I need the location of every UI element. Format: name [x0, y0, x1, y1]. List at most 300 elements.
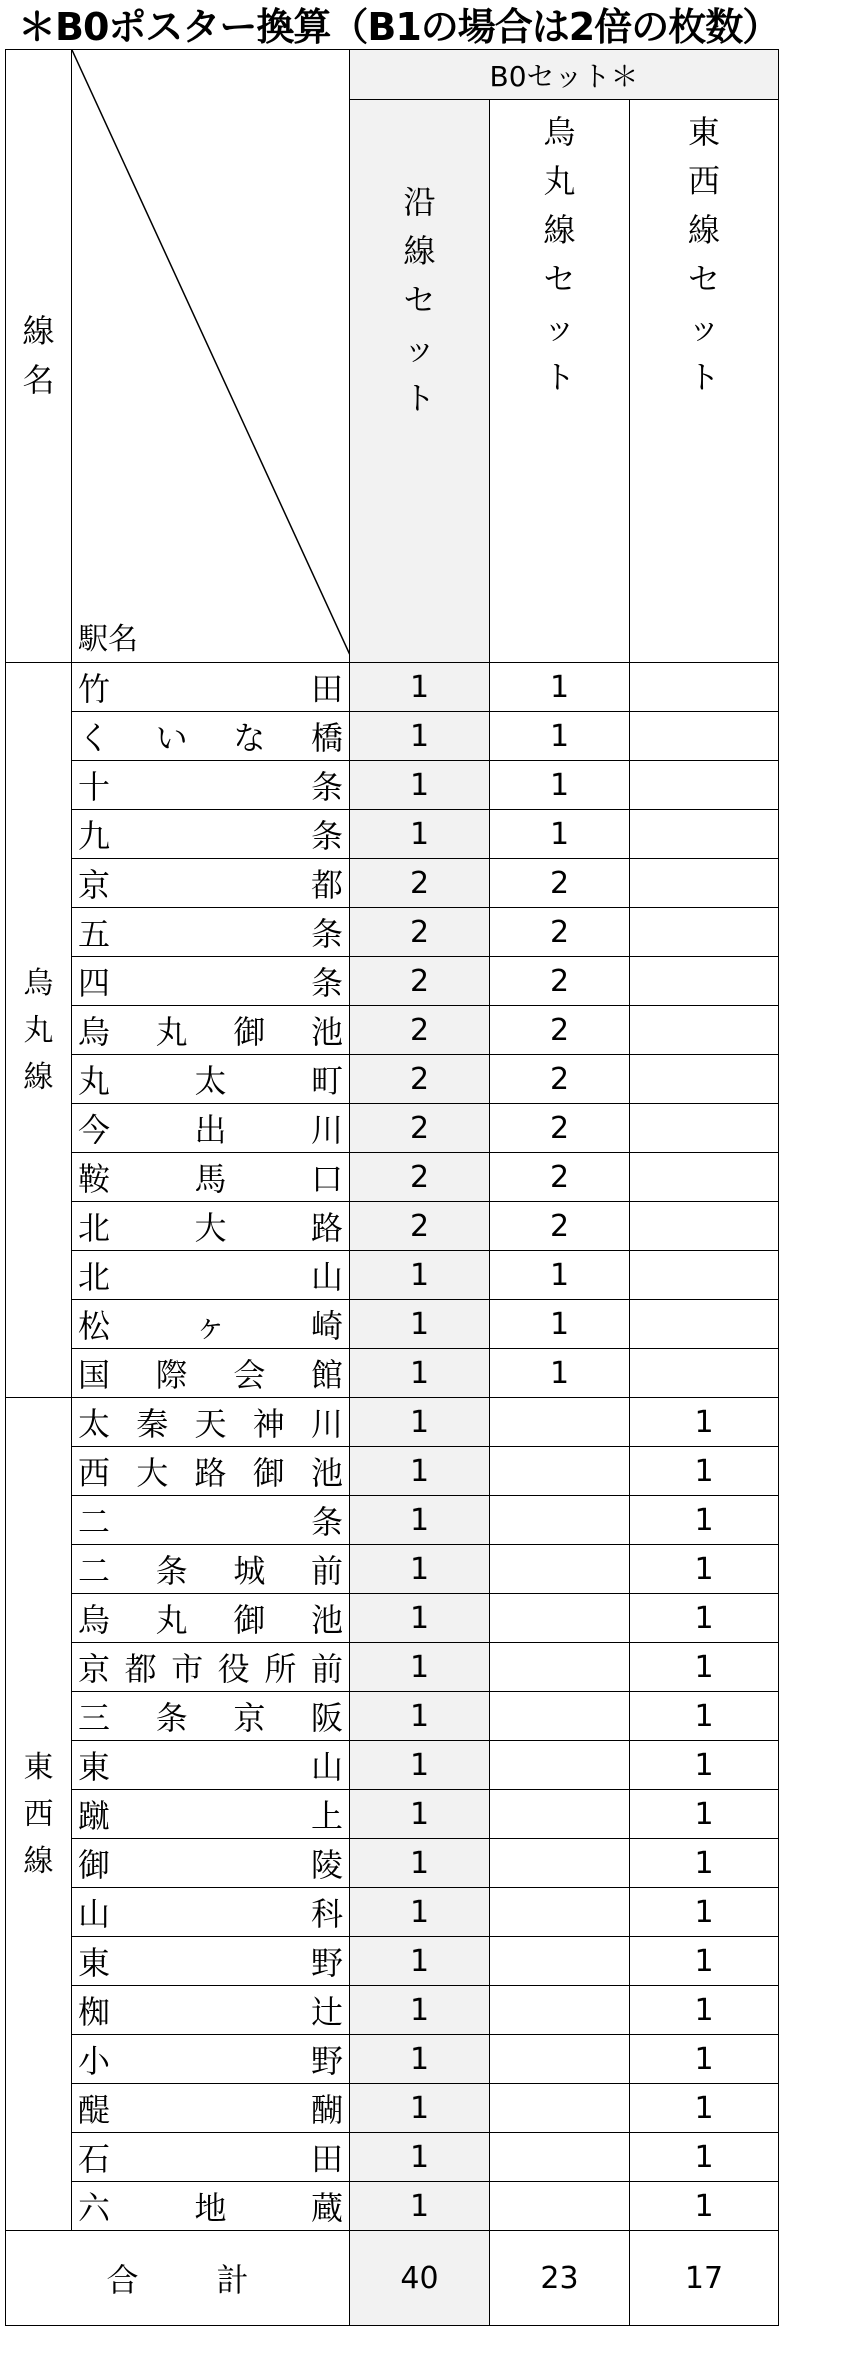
station-name-cell — [72, 859, 350, 908]
table-row — [6, 1300, 779, 1349]
station-name — [78, 713, 343, 759]
page-title: ＊B0ポスター換算（B1の場合は2倍の枚数） — [18, 5, 780, 49]
char: 川 — [310, 1405, 343, 1443]
char: 太 — [194, 1062, 227, 1100]
count-cell: 2 — [490, 1055, 630, 1104]
char: 京 — [78, 866, 111, 904]
char: 大 — [136, 1454, 169, 1492]
station-name-cell — [72, 1251, 350, 1300]
station-name-cell — [72, 2084, 350, 2133]
count-cell — [630, 663, 779, 712]
table-row — [6, 1839, 779, 1888]
table-row — [6, 712, 779, 761]
char: 醍 — [78, 2091, 111, 2129]
char: 前 — [310, 1650, 343, 1688]
total-value: 17 — [630, 2231, 779, 2326]
count-cell: 1 — [350, 761, 490, 810]
char: 御 — [233, 1601, 266, 1639]
count-cell: 1 — [490, 712, 630, 761]
char: 会 — [233, 1356, 266, 1394]
char: 条 — [310, 1503, 343, 1541]
char: 市 — [171, 1650, 204, 1688]
station-name — [78, 2183, 343, 2229]
count-cell: 1 — [350, 2182, 490, 2231]
char: 町 — [310, 1062, 343, 1100]
count-cell: 1 — [350, 2084, 490, 2133]
char: く — [78, 719, 111, 757]
count-cell: 1 — [350, 2133, 490, 2182]
char: 合 — [106, 2261, 139, 2299]
char: 京 — [233, 1699, 266, 1737]
table-row — [6, 663, 779, 712]
char: 御 — [233, 1013, 266, 1051]
char: 条 — [310, 915, 343, 953]
count-cell: 1 — [350, 1496, 490, 1545]
station-name-cell — [72, 1153, 350, 1202]
station-name — [78, 860, 343, 906]
set-header-ensen-label: 沿線セット — [403, 183, 436, 417]
char: 石 — [78, 2140, 111, 2178]
count-cell: 1 — [350, 810, 490, 859]
poster-count-table — [5, 49, 779, 2326]
station-name — [78, 1252, 343, 1298]
total-value: 23 — [490, 2231, 630, 2326]
char: 烏 — [78, 1601, 111, 1639]
count-cell: 1 — [490, 663, 630, 712]
char: 二 — [78, 1503, 111, 1541]
station-name-cell — [72, 663, 350, 712]
count-cell — [630, 1104, 779, 1153]
char: 川 — [310, 1111, 343, 1149]
table-row — [6, 1937, 779, 1986]
count-cell — [490, 2084, 630, 2133]
count-cell — [490, 1790, 630, 1839]
count-cell — [630, 810, 779, 859]
table-row — [6, 1202, 779, 1251]
char: 田 — [310, 2140, 343, 2178]
count-cell: 1 — [490, 810, 630, 859]
station-name-cell — [72, 1643, 350, 1692]
station-name-cell — [72, 1937, 350, 1986]
table-row — [6, 1153, 779, 1202]
station-name-cell — [72, 1545, 350, 1594]
char: 都 — [310, 866, 343, 904]
line-name-header — [6, 50, 72, 663]
char: 条 — [155, 1699, 188, 1737]
count-cell: 1 — [350, 712, 490, 761]
char: 神 — [252, 1405, 285, 1443]
table-row — [6, 1055, 779, 1104]
station-name — [78, 1203, 343, 1249]
count-cell: 1 — [630, 1937, 779, 1986]
table-row — [6, 1790, 779, 1839]
station-name — [78, 1301, 343, 1347]
char: 条 — [310, 768, 343, 806]
char: 崎 — [310, 1307, 343, 1345]
char: 三 — [78, 1699, 111, 1737]
char: 大 — [194, 1209, 227, 1247]
station-name-cell — [72, 1300, 350, 1349]
char: 条 — [310, 817, 343, 855]
station-name — [78, 1693, 343, 1739]
count-cell — [490, 1692, 630, 1741]
char: 際 — [155, 1356, 188, 1394]
count-cell: 1 — [350, 1300, 490, 1349]
char: 野 — [310, 1944, 343, 1982]
station-name-cell — [72, 1594, 350, 1643]
count-cell: 1 — [630, 1888, 779, 1937]
char: 橋 — [310, 719, 343, 757]
char: 二 — [78, 1552, 111, 1590]
char: 山 — [310, 1258, 343, 1296]
count-cell: 1 — [630, 1986, 779, 2035]
count-cell — [490, 1741, 630, 1790]
count-cell — [630, 761, 779, 810]
count-cell: 1 — [630, 2182, 779, 2231]
station-name — [78, 1105, 343, 1151]
count-cell: 1 — [630, 2035, 779, 2084]
station-name-header: 駅名 — [78, 622, 138, 657]
char: 山 — [78, 1895, 111, 1933]
total-value: 40 — [350, 2231, 490, 2326]
count-cell: 1 — [350, 1741, 490, 1790]
station-name-cell — [72, 1202, 350, 1251]
char: 役 — [217, 1650, 250, 1688]
b0-set-header: B0セット＊ — [350, 50, 779, 100]
char: 五 — [78, 915, 111, 953]
char: 天 — [194, 1405, 227, 1443]
count-cell — [490, 1888, 630, 1937]
station-name-cell — [72, 2182, 350, 2231]
char: 所 — [264, 1650, 297, 1688]
count-cell: 2 — [490, 957, 630, 1006]
station-name-cell — [72, 1006, 350, 1055]
count-cell — [490, 2035, 630, 2084]
station-name-cell — [72, 712, 350, 761]
char: 太 — [78, 1405, 111, 1443]
char: 路 — [310, 1209, 343, 1247]
total-row — [6, 2231, 779, 2326]
count-cell — [490, 1594, 630, 1643]
count-cell — [630, 1202, 779, 1251]
char: 今 — [78, 1111, 111, 1149]
count-cell: 2 — [350, 957, 490, 1006]
char: 蔵 — [310, 2189, 343, 2227]
char: 丸 — [155, 1013, 188, 1051]
char: 御 — [78, 1846, 111, 1884]
station-name — [78, 762, 343, 808]
count-cell: 1 — [350, 1349, 490, 1398]
count-cell: 1 — [630, 1447, 779, 1496]
char: ヶ — [194, 1307, 227, 1345]
table-row — [6, 2035, 779, 2084]
table-row — [6, 1888, 779, 1937]
char: 口 — [310, 1160, 343, 1198]
set-header-karasuma — [490, 100, 630, 663]
station-name-cell — [72, 957, 350, 1006]
char: 出 — [194, 1111, 227, 1149]
station-name — [78, 1987, 343, 2033]
table-row — [6, 1643, 779, 1692]
station-name-cell — [72, 1447, 350, 1496]
count-cell: 1 — [350, 2035, 490, 2084]
count-cell — [490, 1447, 630, 1496]
station-name — [78, 1595, 343, 1641]
station-name-cell — [72, 908, 350, 957]
set-header-karasuma-label: 烏丸線セット — [543, 113, 576, 396]
char: 池 — [310, 1013, 343, 1051]
count-cell: 2 — [350, 1006, 490, 1055]
char: 西 — [78, 1454, 111, 1492]
station-name-cell — [72, 1741, 350, 1790]
char: 秦 — [136, 1405, 169, 1443]
line-name-cell — [6, 663, 72, 1398]
station-name — [78, 909, 343, 955]
char: 田 — [310, 670, 343, 708]
count-cell — [630, 908, 779, 957]
header-row — [6, 50, 779, 100]
count-cell: 1 — [490, 1251, 630, 1300]
char: 科 — [310, 1895, 343, 1933]
station-name — [78, 1840, 343, 1886]
station-name — [78, 1742, 343, 1788]
count-cell: 1 — [490, 1349, 630, 1398]
total-label-cell — [6, 2231, 350, 2326]
diagonal-divider — [72, 50, 350, 655]
count-cell — [490, 2133, 630, 2182]
count-cell — [490, 1937, 630, 1986]
station-name-cell — [72, 1888, 350, 1937]
count-cell — [630, 1251, 779, 1300]
count-cell: 2 — [350, 908, 490, 957]
table-row — [6, 1496, 779, 1545]
station-name — [78, 1546, 343, 1592]
table-row — [6, 1594, 779, 1643]
count-cell: 1 — [350, 1594, 490, 1643]
char: 四 — [78, 964, 111, 1002]
table-row — [6, 810, 779, 859]
table-row — [6, 2084, 779, 2133]
station-name — [78, 664, 343, 710]
count-cell: 1 — [350, 1839, 490, 1888]
table-row — [6, 1692, 779, 1741]
count-cell: 1 — [350, 1986, 490, 2035]
table-row — [6, 1104, 779, 1153]
diagonal-header-cell — [72, 50, 350, 663]
station-name-cell — [72, 1692, 350, 1741]
station-name — [78, 1644, 343, 1690]
line-name-header-label: 線名 — [22, 312, 55, 399]
station-name-cell — [72, 1104, 350, 1153]
table-row — [6, 1349, 779, 1398]
station-name-cell — [72, 1398, 350, 1447]
table-row — [6, 1986, 779, 2035]
count-cell: 1 — [350, 1251, 490, 1300]
count-cell — [490, 1986, 630, 2035]
station-name-cell — [72, 1496, 350, 1545]
station-name — [78, 1497, 343, 1543]
count-cell: 2 — [490, 1153, 630, 1202]
set-header-ensen — [350, 100, 490, 663]
char: 東 — [78, 1944, 111, 1982]
station-name — [78, 1154, 343, 1200]
count-cell — [490, 2182, 630, 2231]
count-cell: 1 — [630, 1398, 779, 1447]
count-cell — [630, 1006, 779, 1055]
char: 辻 — [310, 1993, 343, 2031]
count-cell: 1 — [350, 1545, 490, 1594]
station-name — [78, 2085, 343, 2131]
char: 計 — [216, 2261, 249, 2299]
count-cell: 1 — [350, 1643, 490, 1692]
station-name — [78, 811, 343, 857]
count-cell — [630, 1349, 779, 1398]
count-cell: 1 — [350, 1790, 490, 1839]
char: 松 — [78, 1307, 111, 1345]
char: 東 — [78, 1748, 111, 1786]
count-cell — [630, 1055, 779, 1104]
char: 烏 — [78, 1013, 111, 1051]
table-body — [6, 50, 779, 2326]
station-name-cell — [72, 810, 350, 859]
count-cell: 2 — [490, 908, 630, 957]
char: 国 — [78, 1356, 111, 1394]
count-cell: 2 — [350, 1104, 490, 1153]
station-name — [78, 1399, 343, 1445]
count-cell: 2 — [350, 1202, 490, 1251]
count-cell: 1 — [630, 2133, 779, 2182]
count-cell: 2 — [350, 1153, 490, 1202]
count-cell: 2 — [350, 859, 490, 908]
count-cell: 2 — [490, 1104, 630, 1153]
table-row — [6, 1545, 779, 1594]
count-cell: 1 — [630, 1741, 779, 1790]
char: 山 — [310, 1748, 343, 1786]
count-cell: 2 — [490, 1202, 630, 1251]
table-row — [6, 1741, 779, 1790]
station-name — [78, 958, 343, 1004]
char: 城 — [233, 1552, 266, 1590]
char: 館 — [310, 1356, 343, 1394]
count-cell — [490, 1398, 630, 1447]
char: 陵 — [310, 1846, 343, 1884]
station-name-cell — [72, 1055, 350, 1104]
count-cell — [630, 1153, 779, 1202]
table-row — [6, 1251, 779, 1300]
table-row — [6, 2182, 779, 2231]
table-row — [6, 1006, 779, 1055]
char: 六 — [78, 2189, 111, 2227]
count-cell: 1 — [350, 1937, 490, 1986]
char: 路 — [194, 1454, 227, 1492]
count-cell: 1 — [630, 1643, 779, 1692]
station-name-cell — [72, 2133, 350, 2182]
station-name — [78, 2036, 343, 2082]
table-row — [6, 1398, 779, 1447]
station-name — [78, 1889, 343, 1935]
char: 地 — [194, 2189, 227, 2227]
count-cell — [490, 1643, 630, 1692]
count-cell — [630, 1300, 779, 1349]
station-name — [78, 1938, 343, 1984]
count-cell: 1 — [350, 1398, 490, 1447]
char: 条 — [310, 964, 343, 1002]
count-cell: 1 — [630, 1790, 779, 1839]
char: 条 — [155, 1552, 188, 1590]
count-cell: 1 — [350, 1692, 490, 1741]
char: 都 — [124, 1650, 157, 1688]
char: 鞍 — [78, 1160, 111, 1198]
table-row — [6, 1447, 779, 1496]
station-name — [78, 2134, 343, 2180]
station-name-cell — [72, 1986, 350, 2035]
char: 阪 — [310, 1699, 343, 1737]
count-cell — [490, 1496, 630, 1545]
char: な — [233, 719, 266, 757]
char: 馬 — [194, 1160, 227, 1198]
line-name: 東西線 — [23, 1749, 54, 1879]
station-name-cell — [72, 2035, 350, 2084]
count-cell: 1 — [630, 1594, 779, 1643]
char: 北 — [78, 1258, 111, 1296]
station-name — [78, 1350, 343, 1396]
count-cell: 1 — [630, 2084, 779, 2133]
station-name — [78, 1056, 343, 1102]
char: 京 — [78, 1650, 111, 1688]
table-row — [6, 2133, 779, 2182]
count-cell: 2 — [490, 859, 630, 908]
count-cell — [630, 859, 779, 908]
station-name-cell — [72, 1839, 350, 1888]
char: 十 — [78, 768, 111, 806]
char: 丸 — [78, 1062, 111, 1100]
count-cell — [490, 1545, 630, 1594]
count-cell — [630, 957, 779, 1006]
count-cell: 1 — [350, 663, 490, 712]
char: 椥 — [78, 1993, 111, 2031]
count-cell: 1 — [630, 1496, 779, 1545]
set-header-tozai-label: 東西線セット — [688, 113, 721, 396]
line-name-cell — [6, 1398, 72, 2231]
char: 小 — [78, 2042, 111, 2080]
count-cell: 1 — [630, 1839, 779, 1888]
table-row — [6, 957, 779, 1006]
char: 九 — [78, 817, 111, 855]
station-name — [78, 1791, 343, 1837]
char: 竹 — [78, 670, 111, 708]
char: い — [155, 719, 188, 757]
count-cell: 1 — [350, 1888, 490, 1937]
count-cell: 1 — [630, 1692, 779, 1741]
count-cell — [490, 1839, 630, 1888]
count-cell: 1 — [490, 1300, 630, 1349]
char: 醐 — [310, 2091, 343, 2129]
station-name — [78, 1448, 343, 1494]
line-name: 烏丸線 — [23, 965, 54, 1095]
set-header-tozai — [630, 100, 779, 663]
char: 池 — [310, 1454, 343, 1492]
count-cell: 2 — [490, 1006, 630, 1055]
char: 野 — [310, 2042, 343, 2080]
count-cell: 1 — [490, 761, 630, 810]
table-row — [6, 859, 779, 908]
char: 丸 — [155, 1601, 188, 1639]
station-name — [78, 1007, 343, 1053]
char: 前 — [310, 1552, 343, 1590]
station-name-cell — [72, 761, 350, 810]
station-name-cell — [72, 1349, 350, 1398]
char: 御 — [252, 1454, 285, 1492]
